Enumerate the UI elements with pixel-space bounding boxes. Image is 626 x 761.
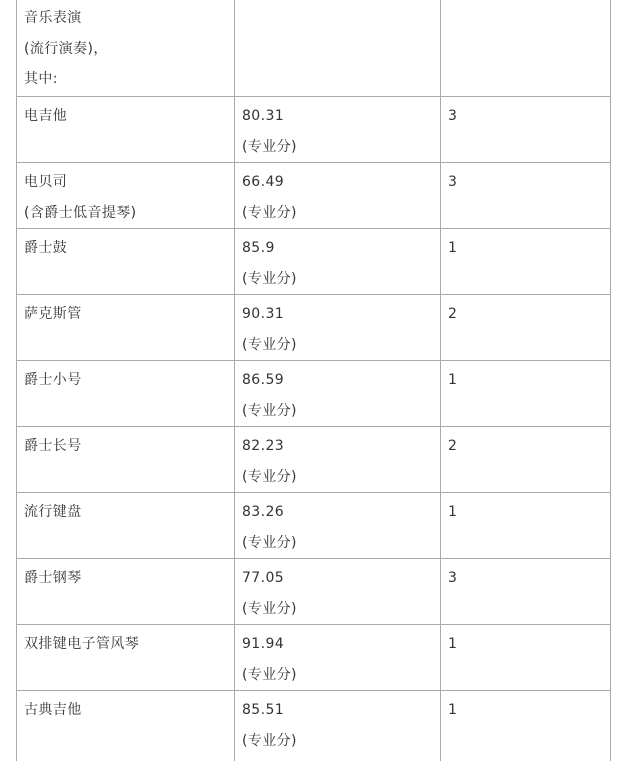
count-value: 3: [448, 167, 602, 198]
table-row: [17, 361, 611, 427]
score-note: (专业分): [242, 264, 432, 295]
count-cell: [441, 625, 611, 691]
score-value: 82.23: [242, 431, 432, 462]
score-value: 80.31: [242, 101, 432, 132]
table-row: [17, 295, 611, 361]
instrument-cell: [17, 229, 235, 295]
score-note: (专业分): [242, 198, 432, 229]
score-cell: [235, 427, 441, 493]
instrument-name: 爵士长号: [24, 431, 226, 462]
score-value: 86.59: [242, 365, 432, 396]
instrument-name: 流行键盘: [24, 497, 226, 528]
count-value: 3: [448, 563, 602, 594]
table-row: [17, 691, 611, 761]
table-row: [17, 163, 611, 229]
table-row-category: [17, 0, 611, 97]
instrument-cell: [17, 559, 235, 625]
score-note: (专业分): [242, 132, 432, 163]
empty-score-cell: [235, 0, 441, 97]
score-value: 91.94: [242, 629, 432, 660]
score-cell: [235, 493, 441, 559]
score-cell: [235, 559, 441, 625]
instrument-name: 爵士钢琴: [24, 563, 226, 594]
count-value: 1: [448, 629, 602, 660]
instrument-name: 双排键电子管风琴: [24, 629, 226, 660]
score-note: (专业分): [242, 726, 432, 757]
count-value: 2: [448, 431, 602, 462]
instrument-cell: [17, 97, 235, 163]
count-value: 1: [448, 233, 602, 264]
count-value: 2: [448, 299, 602, 330]
category-line: 其中:: [24, 64, 226, 95]
empty-count-cell: [441, 0, 611, 97]
table-row: [17, 97, 611, 163]
category-line: (流行演奏)，: [24, 34, 226, 65]
instrument-cell: [17, 361, 235, 427]
instrument-name: 电吉他: [24, 101, 226, 132]
count-cell: [441, 427, 611, 493]
score-note: (专业分): [242, 528, 432, 559]
score-cell: [235, 229, 441, 295]
count-value: 3: [448, 101, 602, 132]
score-note: (专业分): [242, 462, 432, 493]
count-value: 1: [448, 365, 602, 396]
count-cell: [441, 229, 611, 295]
score-note: (专业分): [242, 330, 432, 361]
instrument-cell: [17, 691, 235, 761]
table-row: [17, 427, 611, 493]
score-value: 90.31: [242, 299, 432, 330]
score-note: (专业分): [242, 396, 432, 427]
instrument-name-note: (含爵士低音提琴): [24, 198, 226, 229]
count-value: 1: [448, 497, 602, 528]
score-cell: [235, 361, 441, 427]
instrument-cell: [17, 427, 235, 493]
score-value: 77.05: [242, 563, 432, 594]
instrument-name: 爵士鼓: [24, 233, 226, 264]
score-value: 85.9: [242, 233, 432, 264]
table-row: [17, 559, 611, 625]
table-row: [17, 625, 611, 691]
score-note: (专业分): [242, 660, 432, 691]
score-cell: [235, 295, 441, 361]
category-line: 音乐表演: [24, 3, 226, 34]
instrument-cell: [17, 493, 235, 559]
instrument-name: 爵士小号: [24, 365, 226, 396]
count-cell: [441, 559, 611, 625]
count-cell: [441, 295, 611, 361]
count-cell: [441, 163, 611, 229]
score-value: 66.49: [242, 167, 432, 198]
count-cell: [441, 691, 611, 761]
table-row: [17, 229, 611, 295]
instrument-cell: [17, 625, 235, 691]
count-cell: [441, 493, 611, 559]
instrument-cell: [17, 295, 235, 361]
instrument-name: 古典吉他: [24, 695, 226, 726]
count-cell: [441, 361, 611, 427]
score-value: 83.26: [242, 497, 432, 528]
category-cell: [17, 0, 235, 97]
instrument-name: 萨克斯管: [24, 299, 226, 330]
table-row: [17, 493, 611, 559]
score-note: (专业分): [242, 594, 432, 625]
score-table: [16, 0, 611, 761]
score-cell: [235, 691, 441, 761]
score-cell: [235, 97, 441, 163]
score-cell: [235, 163, 441, 229]
count-cell: [441, 97, 611, 163]
instrument-cell: [17, 163, 235, 229]
score-cell: [235, 625, 441, 691]
instrument-name: 电贝司: [24, 167, 226, 198]
count-value: 1: [448, 695, 602, 726]
score-value: 85.51: [242, 695, 432, 726]
